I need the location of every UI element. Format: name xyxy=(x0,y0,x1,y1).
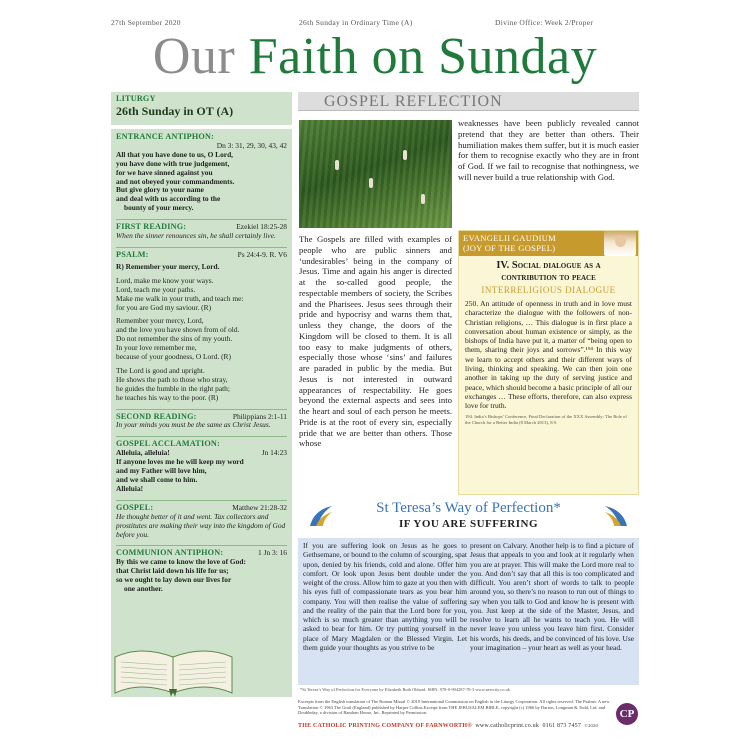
psalm-stanza xyxy=(116,367,287,403)
cp-logo-icon: CP xyxy=(616,703,638,725)
communion-line: that Christ laid down his life for us; xyxy=(116,566,229,576)
acclamation-line: and we shall come to him. xyxy=(116,475,198,484)
acclamation-line: and my Father will love him, xyxy=(116,466,207,476)
psalm-response: R) Remember your mercy, Lord. xyxy=(116,261,220,271)
psalm-line: because of your goodness, O Lord. (R) xyxy=(116,352,231,362)
teresa-title: St Teresa’s Way of Perfection* xyxy=(376,500,561,516)
divider xyxy=(116,219,287,220)
gospel-ref: Matthew 21:28-32 xyxy=(232,502,287,512)
masthead-faith-on-sunday: Faith on Sunday xyxy=(248,28,598,85)
evangelii-header-line2: (JOY OF THE GOSPEL) xyxy=(463,243,556,253)
pope-portrait xyxy=(604,231,636,256)
entrance-antiphon xyxy=(116,133,287,213)
evangelii-title xyxy=(459,260,638,284)
entrance-line: you have done with true judgement, xyxy=(116,158,230,168)
gospel-acclamation xyxy=(116,440,287,493)
evangelii-header xyxy=(459,231,638,256)
divider xyxy=(116,500,287,501)
entrance-line: All that you have done to us, O Lord, xyxy=(116,149,234,159)
psalm-line: and the love you have shown from of old. xyxy=(116,325,240,335)
divider xyxy=(116,545,287,546)
psalm-line: he guides the humble in the right path; xyxy=(116,383,230,393)
psalm-stanza xyxy=(116,277,287,313)
liturgy-title: 26th Sunday in OT (A) xyxy=(116,104,234,118)
acclamation-label: GOSPEL ACCLAMATION: xyxy=(116,439,220,449)
first-reading-label: FIRST READING: xyxy=(116,222,187,232)
acclamation-line: If anyone loves me he will keep my word xyxy=(116,457,244,467)
field-workers-photo xyxy=(299,120,452,228)
liturgy-label: LITURGY xyxy=(116,94,156,103)
teresa-body xyxy=(298,538,639,685)
liturgy-column xyxy=(111,92,292,697)
entrance-line: and deal with us according to the xyxy=(116,194,221,204)
psalm-line: for you are God my saviour. (R) xyxy=(116,302,212,312)
evangelii-gaudium-box xyxy=(458,230,639,495)
psalm xyxy=(116,251,287,403)
gospel-reflection-text: The Gospels are filled with examples of people who are public sinners and ‘undesirables’ being in the company of Jesus. Time and again his anger is directed at the so-called good people, the respectable members of society, the Scribes and the Pharisees. Jesus sees through their pride and hypocrisy and warns them that, unless they change, the doors of the Kingdom will be closed to them. It is all too easy to make judgments of others, especially those whose ‘sins’ and failures are paraded in public by the media. But Jesus is not interested in outward appearances of respectability. He goes beyond the external aspects and sees into the heart and soul of each person he meets. Pride is at the root of every sin, especially pride that we are better than others. Those whose xyxy=(299,234,452,449)
entrance-line: and not obeyed your commandments. xyxy=(116,176,235,186)
communion-line: By this we came to know the love of God: xyxy=(116,557,246,567)
gospel-label: GOSPEL: xyxy=(116,502,154,512)
communion-line: one another. xyxy=(124,584,163,594)
right-swoosh-icon xyxy=(603,504,629,528)
evangelii-title-line1: IV. Social dialogue as a xyxy=(496,260,601,271)
divider xyxy=(116,247,287,248)
liturgical-sunday: 26th Sunday in Ordinary Time (A) xyxy=(299,18,413,27)
psalm-line: he teaches his way to the poor. (R) xyxy=(116,392,219,402)
communion-line: so we ought to lay down our lives for xyxy=(116,575,232,585)
evangelii-subtitle: INTERRELIGIOUS DIALOGUE xyxy=(481,285,616,295)
left-swoosh-icon xyxy=(308,504,334,528)
masthead-title xyxy=(111,26,639,88)
evangelii-title-line2: contribution to peace xyxy=(501,272,596,283)
psalm-line: Lord, make me know your ways. xyxy=(116,275,214,285)
teresa-column-left: If you are suffering look on Jesus as he goes to Gethsemane, or bound to the column of scourging, spat upon, denied by his friends, cold and alone. Offer him comfort. Or look upon Jesus bent double under the weight of the cross. Allow him to gaze at you then with his eyes full of compassionate tears as you bear him company. You will then realise the value of suffering and the reality of the pain that the Lord bore for you, which is so much greater than anything you will be asked to bear for him. Or try putting yourself in the place of Mary Magdalen or the Blessed Virgin. Let them guide your thoughts as you strive to be xyxy=(303,541,467,652)
teresa-footnote: *St Teresa’s Way of Perfection for Everyone by Elizabeth Ruth Obbard. ISBN: 978-0-904287-78-3 www.newcity.co.uk xyxy=(300,687,510,692)
liturgy-box xyxy=(111,92,292,125)
entrance-ref: Dn 3: 31, 29, 30, 43, 42 xyxy=(216,140,287,150)
acclamation-ref: Jn 14:23 xyxy=(261,448,287,458)
readings-box xyxy=(111,129,292,697)
communion-antiphon xyxy=(116,549,287,594)
teresa-heading xyxy=(298,498,639,536)
publisher-bar xyxy=(298,723,618,729)
teresa-column-right: present on Calvary. Another help is to find a picture of Jesus that appeals to you and look at it regularly when you are at prayer. This will make the Lord more real to you. And don’t say that all this is too complicated and difficult. You aren’t short of words to talk to people around you, so there’s no reason to run out of things to say when you talk to God and know he is present with you. Just keep at the side of the Master, Jesus, and resolve to learn all he wants to teach you. He will never leave you unless you leave him first. Consider his words, his deeds, and be convinced of his love. Use your imagination – your heart as well as your head. xyxy=(470,541,634,652)
second-reading-text: In your minds you must be the same as Christ Jesus. xyxy=(116,420,271,430)
entrance-line: for we have sinned against you xyxy=(116,167,213,177)
st-teresa-section xyxy=(298,498,639,696)
psalm-line: The Lord is good and upright. xyxy=(116,365,205,375)
second-reading-ref: Philippians 2:1-11 xyxy=(232,411,287,421)
acclamation-alleluia: Alleluia, alleluia! xyxy=(116,448,170,458)
first-reading-ref: Ezekiel 18:25-28 xyxy=(236,222,287,232)
first-reading xyxy=(116,223,287,241)
communion-label: COMMUNION ANTIPHON: xyxy=(116,548,224,558)
psalm-line: In your love remember me, xyxy=(116,343,197,353)
divine-office-week: Divine Office: Week 2/Proper xyxy=(495,18,594,27)
second-reading xyxy=(116,413,287,431)
psalm-ref: Ps 24:4-9. R. V6 xyxy=(237,249,287,259)
psalm-line: Do not remember the sins of my youth. xyxy=(116,334,233,344)
entrance-label: ENTRANCE ANTIPHON: xyxy=(116,132,214,141)
publisher-code: ©2020 xyxy=(584,723,598,728)
psalm-line: Make me walk in your truth, and teach me: xyxy=(116,293,244,303)
entrance-line: But give glory to your name xyxy=(116,185,204,195)
psalm-label: PSALM: xyxy=(116,249,149,259)
copyright-credits: Excerpts from the English translation of The Roman Missal © 2010 International Commission on English in the Liturgy Corporation. All rights reserved. The Psalms: A new Translation © 1963 The Grail (England) published by Harper Collins.Excerpt from THE JERUSALEM BIBLE, copyright (c) 1966 by Darton, Longman & Todd, Ltd. and Doubleday, a division of Random House, Inc. Reprinted by Permission. xyxy=(298,699,610,716)
publisher-trademark: ® xyxy=(467,723,472,729)
psalm-stanza xyxy=(116,317,287,362)
issue-date: 27th September 2020 xyxy=(111,18,181,27)
acclamation-line: Alleluia! xyxy=(116,483,144,493)
gospel-summary: He thought better of it and went. Tax collectors and prostitutes are making their way into the kingdom of God before you. xyxy=(116,511,286,539)
gospel-reflection-continued: weaknesses have been publicly revealed cannot pretend that they are better than others. Their humiliation makes them suffer, but it is much easier for them to recognise exactly who they are in front of God. If we fail to recognise that nothingness, we will never build a true relationship with God. xyxy=(458,118,639,182)
publisher-name: THE CATHOLIC PRINTING COMPANY OF FARNWORTH xyxy=(298,723,468,729)
divider xyxy=(116,409,287,410)
gospel-reading xyxy=(116,504,287,540)
first-reading-text: When the sinner renounces sin, he shall certainly live. xyxy=(116,231,276,241)
teresa-subtitle: IF YOU ARE SUFFERING xyxy=(398,518,539,530)
masthead-our: Our xyxy=(152,28,249,85)
second-reading-label: SECOND READING: xyxy=(116,411,197,421)
open-bible-icon xyxy=(111,627,236,697)
publisher-website[interactable]: www.catholicprint.co.uk xyxy=(475,723,540,729)
psalm-line: Lord, teach me your paths. xyxy=(116,284,196,294)
divider xyxy=(116,436,287,437)
entrance-line: bounty of your mercy. xyxy=(124,203,194,213)
psalm-line: Remember your mercy, Lord, xyxy=(116,316,204,326)
evangelii-header-line1: EVANGELII GAUDIUM xyxy=(463,233,557,243)
psalm-line: He shows the path to those who stray, xyxy=(116,374,228,384)
communion-ref: 1 Jn 3: 16 xyxy=(258,548,287,558)
evangelii-body: 250. An attitude of openness in truth and in love must characterize the dialogue with the followers of non-Christian religions, … This dialogue is in first place a conversation about human existence or simply, as the bishops of India have put it, a matter of “being open to them, sharing their joys and sorrows”.¹⁹⁴ In this way we learn to accept others and their different ways of living, thinking and speaking. We can then join one another in taking up the duty of serving justice and peace, which should become a basic principle of all our exchanges … These efforts, therefore, can also express love for truth. xyxy=(465,299,632,411)
gospel-reflection-header: GOSPEL REFLECTION xyxy=(298,92,639,111)
publisher-phone: 0161 873 7457 xyxy=(542,723,582,729)
evangelii-footnote: 194. India’s Bishops’ Conference, Final Declaration of the XXX Assembly: The Role of the Church for a Better India (8 March 2013), 8.9. xyxy=(465,413,627,425)
